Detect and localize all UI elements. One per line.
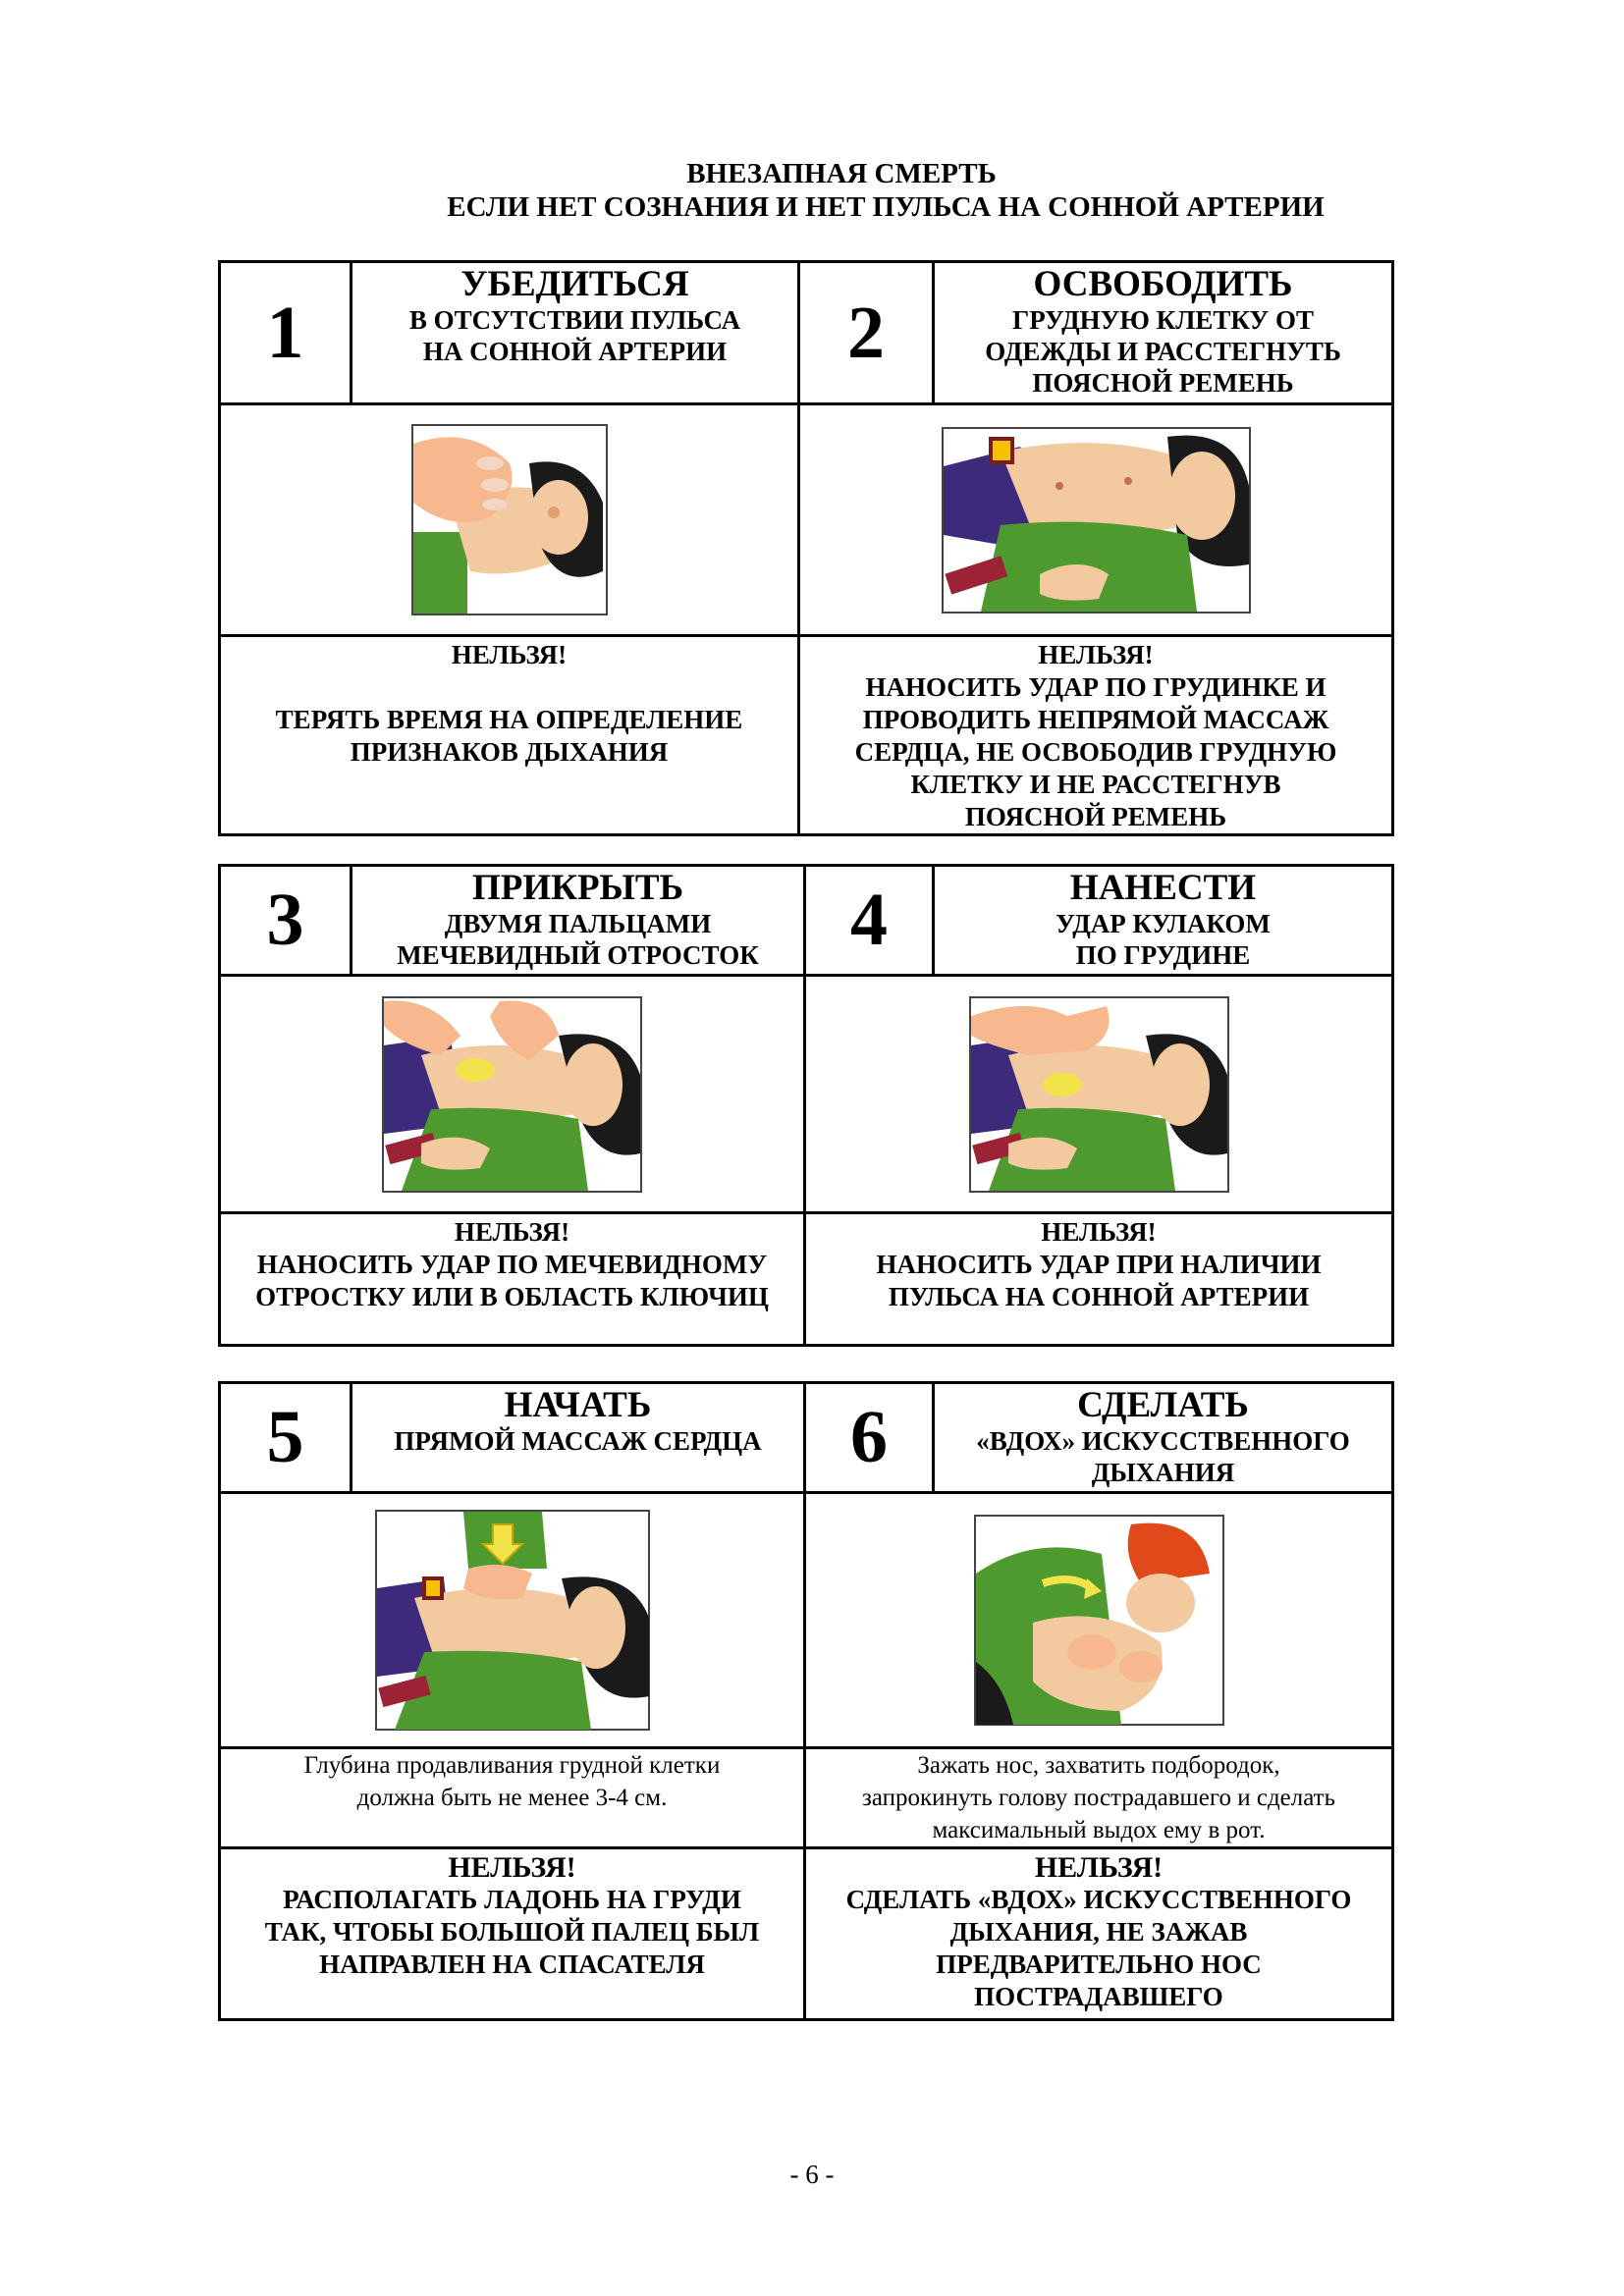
warning-line: РАСПОЛАГАТЬ ЛАДОНЬ НА ГРУДИ bbox=[283, 1885, 741, 1914]
step-number: 2 bbox=[799, 262, 934, 404]
step-header bbox=[352, 866, 805, 976]
warning-line: ПРОВОДИТЬ НЕПРЯМОЙ МАССАЖ bbox=[862, 705, 1329, 734]
step-subtitle-line: ПОЯСНОЙ РЕМЕНЬ bbox=[1032, 368, 1294, 398]
warning-line: ТЕРЯТЬ ВРЕМЯ НА ОПРЕДЕЛЕНИЕ bbox=[275, 705, 743, 734]
step-header bbox=[934, 1383, 1393, 1493]
step-subtitle-line: МЕЧЕВИДНЫЙ ОТРОСТОК bbox=[397, 940, 759, 970]
warning-line: ОТРОСТКУ ИЛИ В ОБЛАСТЬ КЛЮЧИЦ bbox=[255, 1282, 769, 1311]
illustration-cell bbox=[220, 976, 805, 1213]
warning-cell bbox=[805, 1848, 1393, 2020]
warning-line: ПОСТРАДАВШЕГО bbox=[974, 1982, 1223, 2011]
warning-cell bbox=[220, 1213, 805, 1346]
warning-line: НАНОСИТЬ УДАР ПО МЕЧЕВИДНОМУ bbox=[256, 1250, 768, 1279]
step-heading: ПРИКРЫТЬ bbox=[471, 868, 684, 908]
warning-cell bbox=[220, 636, 799, 835]
steps-block-1-2 bbox=[218, 260, 1394, 836]
warning-line: ПРИЗНАКОВ ДЫХАНИЯ bbox=[350, 737, 669, 767]
step-number: 5 bbox=[220, 1383, 352, 1493]
step-subtitle-line: ГРУДНУЮ КЛЕТКУ ОТ bbox=[1012, 305, 1314, 335]
pulse-check-illustration bbox=[411, 424, 608, 615]
fist-strike-illustration bbox=[969, 996, 1229, 1193]
heart-massage-illustration bbox=[375, 1510, 650, 1731]
step-header bbox=[352, 262, 799, 404]
note-line: Зажать нос, захватить подбородок, bbox=[917, 1752, 1280, 1779]
cover-xiphoid-illustration bbox=[382, 996, 642, 1193]
title-line-1: ВНЕЗАПНАЯ СМЕРТЬ bbox=[686, 158, 997, 189]
warning-line: НАНОСИТЬ УДАР ПО ГРУДИНКЕ И bbox=[865, 672, 1326, 702]
instruction-note bbox=[805, 1748, 1393, 1848]
warning-line: ПОЯСНОЙ РЕМЕНЬ bbox=[964, 802, 1227, 831]
warning-line: НАПРАВЛЕН НА СПАСАТЕЛЯ bbox=[319, 1949, 705, 1979]
step-heading: НАНЕСТИ bbox=[1069, 868, 1257, 908]
warning-title: НЕЛЬЗЯ! bbox=[448, 1851, 576, 1884]
step-subtitle-line: ПО ГРУДИНЕ bbox=[1075, 940, 1251, 970]
note-line: запрокинуть голову пострадавшего и сделать bbox=[861, 1785, 1336, 1811]
warning-line: СЕРДЦА, НЕ ОСВОБОДИВ ГРУДНУЮ bbox=[854, 737, 1337, 767]
note-line: Глубина продавливания грудной клетки bbox=[303, 1752, 721, 1779]
warning-title: НЕЛЬЗЯ! bbox=[1038, 640, 1154, 669]
rescue-breath-illustration bbox=[974, 1515, 1224, 1726]
step-heading: ОСВОБОДИТЬ bbox=[1033, 264, 1293, 304]
page-number: - 6 - bbox=[789, 2160, 835, 2189]
warning-title: НЕЛЬЗЯ! bbox=[1034, 1851, 1164, 1884]
step-header bbox=[934, 262, 1393, 404]
steps-block-5-6 bbox=[218, 1381, 1394, 2021]
note-line: должна быть не менее 3-4 см. bbox=[356, 1785, 668, 1811]
illustration-cell bbox=[799, 404, 1393, 636]
title-line-2: ЕСЛИ НЕТ СОЗНАНИЯ И НЕТ ПУЛЬСА НА СОННОЙ АРТЕРИИ bbox=[447, 191, 1325, 223]
warning-title: НЕЛЬЗЯ! bbox=[1041, 1217, 1157, 1247]
step-heading: УБЕДИТЬСЯ bbox=[460, 264, 689, 304]
chest-clothing-illustration bbox=[942, 427, 1251, 614]
step-number: 4 bbox=[805, 866, 934, 976]
step-number: 6 bbox=[805, 1383, 934, 1493]
steps-block-3-4 bbox=[218, 864, 1394, 1347]
warning-line: ДЫХАНИЯ, НЕ ЗАЖАВ bbox=[949, 1917, 1248, 1947]
step-subtitle-line: ОДЕЖДЫ И РАССТЕГНУТЬ bbox=[985, 337, 1341, 366]
warning-line: ТАК, ЧТОБЫ БОЛЬШОЙ ПАЛЕЦ БЫЛ bbox=[264, 1917, 760, 1947]
warning-cell bbox=[799, 636, 1393, 835]
warning-cell bbox=[220, 1848, 805, 2020]
step-number: 3 bbox=[220, 866, 352, 976]
step-subtitle-line: ПРЯМОЙ МАССАЖ СЕРДЦА bbox=[394, 1426, 762, 1456]
step-subtitle-line: УДАР КУЛАКОМ bbox=[1056, 909, 1271, 938]
note-line: максимальный выдох ему в рот. bbox=[932, 1817, 1266, 1843]
step-header bbox=[352, 1383, 805, 1493]
instruction-note bbox=[220, 1748, 805, 1848]
warning-title: НЕЛЬЗЯ! bbox=[451, 640, 568, 669]
step-subtitle-line: «ВДОХ» ИСКУССТВЕННОГО bbox=[976, 1426, 1350, 1456]
step-heading: НАЧАТЬ bbox=[504, 1385, 652, 1425]
step-subtitle-line: ДЫХАНИЯ bbox=[1091, 1458, 1235, 1487]
step-number: 1 bbox=[220, 262, 352, 404]
page-title bbox=[0, 157, 1624, 224]
illustration-cell bbox=[220, 1493, 805, 1748]
warning-cell bbox=[805, 1213, 1393, 1346]
step-subtitle-line: В ОТСУТСТВИИ ПУЛЬСА bbox=[408, 305, 741, 335]
illustration-cell bbox=[220, 404, 799, 636]
warning-title: НЕЛЬЗЯ! bbox=[454, 1217, 570, 1247]
step-heading: СДЕЛАТЬ bbox=[1077, 1385, 1249, 1425]
warning-line: СДЕЛАТЬ «ВДОХ» ИСКУССТВЕННОГО bbox=[845, 1885, 1352, 1914]
warning-line: ПРЕДВАРИТЕЛЬНО НОС bbox=[936, 1949, 1262, 1979]
step-subtitle-line: НА СОННОЙ АРТЕРИИ bbox=[422, 337, 728, 366]
illustration-cell bbox=[805, 976, 1393, 1213]
step-header bbox=[934, 866, 1393, 976]
warning-line: НАНОСИТЬ УДАР ПРИ НАЛИЧИИ bbox=[876, 1250, 1322, 1279]
step-subtitle-line: ДВУМЯ ПАЛЬЦАМИ bbox=[444, 909, 712, 938]
illustration-cell bbox=[805, 1493, 1393, 1748]
warning-line: ПУЛЬСА НА СОННОЙ АРТЕРИИ bbox=[888, 1282, 1310, 1311]
warning-line: КЛЕТКУ И НЕ РАССТЕГНУВ bbox=[910, 770, 1281, 799]
